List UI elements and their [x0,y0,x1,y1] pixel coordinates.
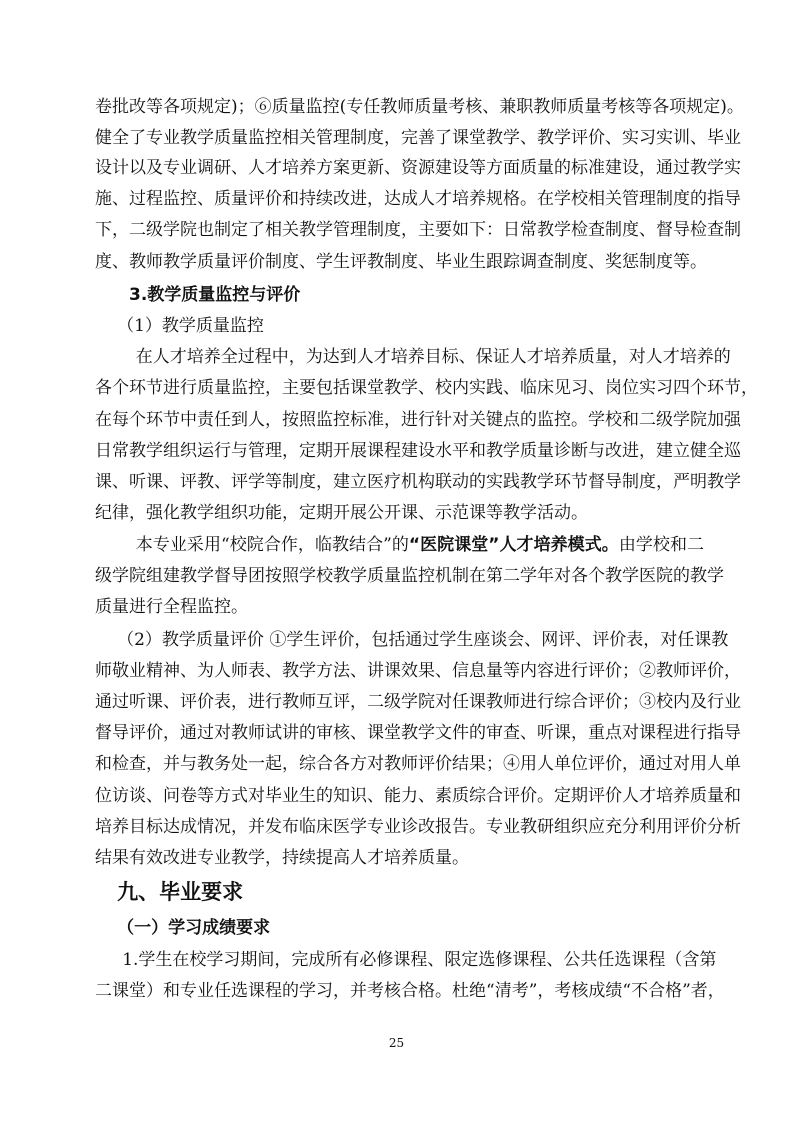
text-line [95,284,704,306]
text-line [95,816,741,838]
text-segment: 施、过程监控、质量评价和持续改进，达成人才培养规格。在学校相关管理制度的指导 [95,189,741,209]
text-segment: 质量进行全程监控。 [95,597,248,617]
text-segment: （1）教学质量监控 [117,316,264,336]
text-line [95,629,729,651]
text-segment: （一）学习成绩要求 [117,918,271,938]
text-segment: 培养目标达成情况，并发布临床医学专业诊改报告。专业教研组织应充分利用评价分析 [95,817,741,837]
text-line [95,346,731,368]
text-line [95,565,724,587]
text-line [95,691,741,713]
text-segment: 由学校和二 [618,535,704,555]
text-line [95,315,704,337]
text-segment: 在人才培养全过程中，为达到人才培养目标、保证人才培养质量，对人才培养的 [135,347,731,367]
text-line [95,534,704,556]
text-line [95,660,741,682]
text-segment: 和检查，并与教务处一起，综合各方对教师评价结果；④用人单位评价，通过对用人单 [95,754,741,774]
text-segment: 结果有效改进专业教学，持续提高人才培养质量。 [95,848,469,868]
text-line [95,251,707,273]
text-segment: 在每个环节中责任到人，按照监控标准，进行针对关键点的监控。学校和二级学院加强 [95,410,741,430]
text-line [95,471,741,493]
text-line [95,219,741,241]
text-segment: 通过听课、评价表，进行教师互评，二级学院对任课教师进行综合评价；③校内及行业 [95,692,741,712]
text-line [95,596,704,618]
text-segment: 设计以及专业调研、人才培养方案更新、资源建设等方面质量的标准建设，通过教学实 [95,158,741,178]
text-line [95,722,741,744]
text-segment: 督导评价，通过对教师试讲的审核、课堂教学文件的审查、听课，重点对课程进行指导 [95,723,741,743]
text-line [95,127,741,149]
text-line [95,949,717,971]
text-segment: 位访谈、问卷等方式对毕业生的知识、能力、素质综合评价。定期评价人才培养质量和 [95,786,741,806]
text-segment: 日常教学组织运行与管理，定期开展课程建设水平和教学质量诊断与改进，建立健全巡 [95,441,741,461]
bold-text: 3.教学质量监控与评价 [129,285,301,305]
text-segment: 度、教师教学质量评价制度、学生评教制度、毕业生跟踪调查制度、奖惩制度等。 [95,252,707,272]
text-line [95,157,741,179]
text-line [95,96,744,118]
text-segment: 下，二级学院也制定了相关教学管理制度，主要如下：日常教学检查制度、督导检查制 [95,220,741,240]
section-heading [95,881,704,903]
text-segment: 健全了专业教学质量监控相关管理制度，完善了课堂教学、教学评价、实习实训、毕业 [95,128,741,148]
text-segment: 九、毕业要求 [117,880,244,904]
text-segment: 纪律，强化教学组织功能，定期开展公开课、示范课等教学活动。 [95,503,588,523]
text-segment: 卷批改等各项规定)；⑥质量监控(专任教师质量考核、兼职教师质量考核等各项规定)。 [95,97,744,117]
text-line [95,188,741,210]
text-segment: 1.学生在校学习期间，完成所有必修课程、限定选修课程、公共任选课程（含第 [122,950,717,970]
text-segment: 本专业采用“校院合作，临教结合”的 [135,535,409,555]
text-line [95,847,704,869]
text-line [95,753,741,775]
text-line [95,409,741,431]
text-segment: （2）教学质量评价 ①学生评价，包括通过学生座谈会、网评、评价表，对任课教 [117,630,729,650]
text-line [95,377,758,399]
text-segment: 师敬业精神、为人师表、教学方法、讲课效果、信息量等内容进行评价；②教师评价， [95,661,741,681]
text-line [95,440,741,462]
text-segment: 课、听课、评教、评学等制度，建立医疗机构联动的实践教学环节督导制度，严明教学 [95,472,741,492]
text-segment: 各个环节进行质量监控，主要包括课堂教学、校内实践、临床见习、岗位实习四个环节， [95,378,758,398]
page-number: 25 [388,1036,405,1050]
text-line [95,502,704,524]
subsection-heading [95,917,704,939]
text-segment: 二课堂）和专业任选课程的学习，并考核合格。杜绝“清考”，考核成绩“不合格”者， [95,981,725,1001]
bold-text: “医院课堂”人才培养模式。 [408,535,619,555]
text-segment: 级学院组建教学督导团按照学校教学质量监控机制在第二学年对各个教学医院的教学 [95,566,724,586]
text-line [95,980,725,1002]
text-line [95,785,741,807]
